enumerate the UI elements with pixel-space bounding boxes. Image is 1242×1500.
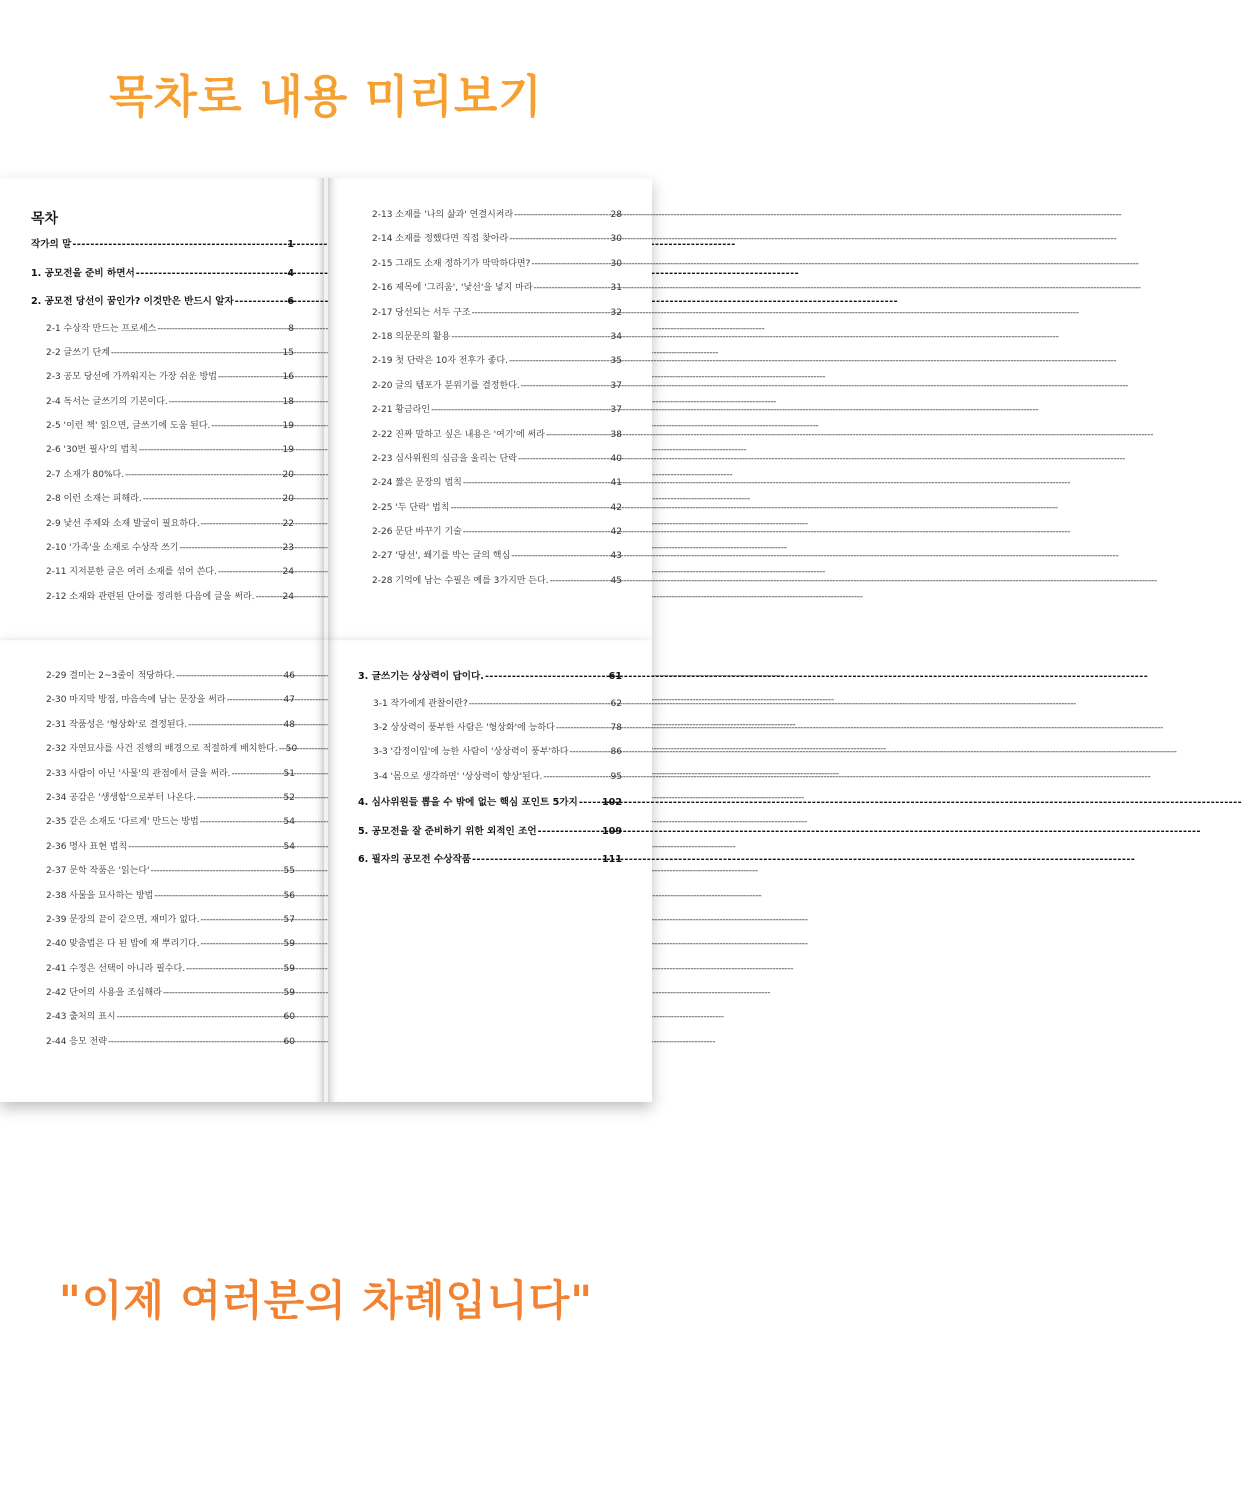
toc-leader-dashes	[163, 981, 283, 1005]
toc-page-number: 18	[282, 396, 294, 407]
toc-entry-title: 2-25 '두 단락' 법칙	[372, 502, 450, 513]
toc-section-entry	[358, 765, 622, 789]
toc-entry-title: 2-5 '이런 책' 읽으면, 글쓰기에 도움 된다.	[46, 421, 211, 432]
toc-entry-title: 2-14 소재를 정했다면 직접 찾아라	[372, 234, 509, 245]
toc-entry-title: 2-3 공모 당선에 가까워지는 가장 쉬운 방법	[46, 372, 217, 383]
toc-entry-title: 2-27 '당선', 쐐기를 박는 글의 핵심	[372, 551, 511, 562]
toc-entry-title: 2-41 수정은 선택이 아니라 필수다.	[46, 963, 186, 974]
toc-section-entry	[46, 957, 295, 981]
toc-page-number: 32	[610, 307, 622, 318]
toc-entry-title: 2. 공모전 당선이 꿈인가? 이것만은 반드시 알자	[31, 296, 234, 307]
toc-page-number: 42	[610, 502, 622, 513]
toc-leader-dashes	[169, 390, 282, 414]
toc-page-number: 111	[601, 854, 622, 866]
toc-entry-title: 3-1 작가에게 관찰이란?	[373, 698, 468, 709]
toc-page-4	[328, 640, 652, 1102]
toc-leader-dashes	[186, 957, 282, 981]
toc-leader-dashes	[451, 325, 609, 349]
toc-section-entry	[372, 203, 622, 227]
toc-page-number: 6	[287, 296, 294, 307]
toc-list-page-4	[358, 663, 622, 875]
toc-entry-title: 2-33 사람이 아닌 '사물'의 관점에서 글을 써라.	[46, 768, 231, 779]
toc-page-number: 59	[283, 963, 295, 974]
toc-leader-dashes	[176, 664, 282, 688]
toc-leader-dashes	[569, 740, 609, 764]
toc-section-entry	[372, 325, 622, 349]
toc-entry-title: 2-26 문단 바꾸기 기술	[372, 527, 462, 538]
toc-entry-title: 2-4 독서는 글쓰기의 기본이다.	[46, 396, 168, 407]
toc-leader-dashes	[157, 317, 287, 341]
toc-entry-title: 2-21 황금라인	[372, 405, 431, 416]
toc-leader-dashes	[188, 713, 282, 737]
toc-page-number: 56	[283, 890, 295, 901]
toc-section-entry	[31, 512, 294, 536]
toc-page-number: 86	[610, 747, 622, 758]
toc-section-entry	[372, 496, 622, 520]
toc-leader-dashes	[128, 835, 282, 859]
toc-section-entry	[31, 463, 294, 487]
toc-chapter-entry	[358, 663, 622, 692]
toc-entry-title: 2-36 명사 표현 법칙	[46, 841, 128, 852]
toc-leader-dashes	[218, 365, 282, 389]
toc-leader-dashes	[72, 231, 286, 260]
toc-entry-title: 2-22 진짜 말하고 싶은 내용은 '여기'에 써라	[372, 429, 545, 440]
toc-leader-dashes	[509, 227, 609, 251]
toc-page-number: 41	[610, 478, 622, 489]
toc-section-entry	[31, 317, 294, 341]
toc-section-entry	[46, 932, 295, 956]
toc-section-entry	[31, 414, 294, 438]
toc-section-entry	[31, 365, 294, 389]
toc-section-entry	[372, 544, 622, 568]
toc-section-entry	[46, 664, 295, 688]
toc-entry-title: 2-19 첫 단락은 10자 전후가 좋다.	[372, 356, 508, 367]
toc-page-number: 78	[610, 722, 622, 733]
toc-section-entry	[46, 688, 295, 712]
toc-section-entry	[372, 276, 622, 300]
toc-section-entry	[46, 908, 295, 932]
toc-page-number: 30	[610, 258, 622, 269]
toc-page-number: 42	[610, 527, 622, 538]
toc-leader-dashes	[235, 288, 287, 317]
toc-spread-2	[0, 640, 652, 1102]
toc-entry-title: 2-18 의문문의 활용	[372, 331, 451, 342]
toc-leader-dashes	[200, 932, 282, 956]
toc-section-entry	[46, 835, 295, 859]
toc-leader-dashes	[154, 884, 282, 908]
toc-section-entry	[46, 762, 295, 786]
toc-page-number: 19	[282, 445, 294, 456]
toc-page-3	[0, 640, 324, 1102]
toc-leader-dashes	[550, 569, 610, 593]
toc-list-page-1	[31, 231, 294, 609]
toc-leader-dashes	[139, 438, 282, 462]
toc-section-entry	[372, 423, 622, 447]
toc-leader-dashes	[279, 737, 285, 761]
toc-section-entry	[31, 560, 294, 584]
toc-section-entry	[31, 438, 294, 462]
toc-leader-dashes	[485, 663, 608, 692]
toc-page-number: 35	[610, 356, 622, 367]
toc-page-number: 8	[288, 323, 294, 334]
toc-page-number: 47	[283, 695, 295, 706]
toc-entry-title: 2-23 심사위원의 심금을 울리는 단락	[372, 453, 517, 464]
toc-section-entry	[46, 981, 295, 1005]
toc-section-entry	[372, 252, 622, 276]
toc-entry-title: 2-44 응모 전략	[46, 1036, 107, 1047]
toc-entry-title: 1. 공모전을 준비 하면서	[31, 267, 135, 279]
toc-list-page-2	[372, 203, 622, 593]
toc-leader-dashes	[472, 301, 610, 325]
toc-leader-dashes	[431, 398, 609, 422]
toc-page-number: 54	[283, 841, 295, 852]
toc-page-number: 57	[283, 914, 295, 925]
toc-entry-title: 2-9 낯선 주제와 소재 발굴이 필요하다.	[46, 518, 200, 529]
toc-entry-title: 5. 공모전을 잘 준비하기 위한 외적인 조언	[358, 825, 537, 837]
toc-entry-title: 3-2 상상력이 풍부한 사람은 '형상화'에 능하다	[373, 722, 555, 733]
toc-section-entry	[372, 349, 622, 373]
toc-leader-dashes	[200, 908, 282, 932]
toc-entry-title: 2-24 짧은 문장의 법칙	[372, 478, 462, 489]
toc-leader-dashes	[509, 349, 610, 373]
toc-page-number: 50	[285, 744, 298, 755]
toc-leader-dashes	[579, 789, 601, 818]
toc-entry-title: 2-28 기억에 남는 수필은 예를 3가지만 든다.	[372, 575, 549, 586]
toc-page-1	[0, 178, 324, 640]
toc-entry-title: 2-15 그래도 소재 정하기가 막막하다면?	[372, 258, 531, 269]
toc-leader-dashes	[463, 471, 610, 495]
toc-section-entry	[372, 227, 622, 251]
preview-title: 목차로 내용 미리보기	[109, 70, 543, 123]
toc-leader-dashes	[463, 520, 610, 544]
toc-entry-title: 2-16 제목에 '그리움', '낯선'을 넣지 마라	[372, 283, 533, 294]
toc-heading: 목차	[31, 211, 59, 227]
toc-page-number: 55	[283, 866, 295, 877]
toc-leader-dashes	[256, 585, 282, 609]
toc-leader-dashes	[232, 762, 283, 786]
toc-section-entry	[372, 520, 622, 544]
toc-page-number: 102	[601, 797, 622, 809]
toc-page-number: 37	[610, 405, 622, 416]
toc-leader-dashes	[136, 260, 287, 289]
toc-leader-dashes	[111, 341, 282, 365]
toc-page-number: 40	[610, 453, 622, 464]
toc-leader-dashes	[531, 252, 609, 276]
toc-leader-dashes	[201, 512, 282, 536]
toc-entry-title: 2-1 수상작 만드는 프로세스	[46, 323, 157, 334]
toc-entry-title: 2-12 소재와 관련된 단어를 정리한 다음에 글을 써라.	[46, 591, 255, 602]
toc-leader-dashes	[514, 203, 609, 227]
toc-section-entry	[372, 471, 622, 495]
toc-entry-title: 2-37 문학 작품은 '읽는다'	[46, 866, 150, 877]
closing-message: "이제 여러분의 차례입니다"	[58, 1276, 594, 1325]
toc-entry-title: 2-11 지저분한 글은 여러 소재를 섞어 쓴다.	[46, 567, 217, 578]
toc-entry-title: 2-35 같은 소재도 '다르게' 만드는 방법	[46, 817, 199, 828]
toc-chapter-entry	[358, 846, 622, 875]
toc-list-page-3	[46, 664, 298, 1054]
toc-section-entry	[46, 713, 295, 737]
toc-leader-dashes	[108, 1030, 283, 1054]
toc-leader-dashes	[197, 786, 283, 810]
toc-leader-dashes	[521, 374, 610, 398]
toc-entry-title: 작가의 말	[31, 239, 72, 250]
toc-page-number: 46	[283, 671, 295, 681]
toc-leader-dashes	[125, 463, 281, 487]
toc-leader-dashes	[546, 423, 610, 447]
toc-entry-title: 2-8 이런 소재는 피해라.	[46, 494, 142, 505]
toc-section-entry	[372, 374, 622, 398]
toc-page-number: 24	[282, 591, 294, 602]
toc-page-number: 22	[282, 518, 294, 529]
toc-page-number: 109	[601, 825, 622, 837]
toc-section-entry	[31, 341, 294, 365]
toc-section-entry	[46, 884, 295, 908]
toc-page-number: 4	[287, 267, 294, 279]
toc-section-entry	[46, 737, 298, 761]
toc-section-entry	[46, 810, 295, 834]
toc-section-entry	[31, 487, 294, 511]
toc-entry-title: 4. 심사위원들 뽑을 수 밖에 없는 핵심 포인트 5가지	[358, 797, 578, 809]
toc-entry-title: 2-38 사물을 묘사하는 방법	[46, 890, 154, 901]
toc-page-number: 60	[283, 1012, 295, 1023]
toc-leader-dashes	[511, 544, 609, 568]
toc-page-number: 23	[282, 543, 294, 554]
toc-entry-title: 2-43 출처의 표시	[46, 1012, 116, 1023]
toc-page-number: 19	[282, 421, 294, 432]
toc-entry-title: 3-3 '감정이입'에 능한 사람이 '상상력이 풍부'하다	[373, 747, 569, 758]
toc-page-number: 1	[287, 239, 294, 250]
toc-section-entry	[31, 390, 294, 414]
toc-page-number: 60	[283, 1036, 295, 1047]
toc-spread-1	[0, 178, 652, 640]
toc-leader-dashes	[151, 859, 283, 883]
toc-page-2	[328, 178, 652, 640]
toc-section-entry	[46, 1005, 295, 1029]
toc-chapter-entry	[358, 789, 622, 818]
toc-leader-dashes	[469, 692, 610, 716]
toc-entry-title: 2-34 공감은 '생생함'으로부터 나온다.	[46, 792, 196, 803]
toc-chapter-entry	[31, 231, 294, 260]
toc-page-number: 59	[283, 939, 295, 950]
toc-page-number: 28	[610, 210, 622, 220]
toc-entry-title: 6. 필자의 공모전 수상작품	[358, 854, 472, 866]
toc-chapter-entry	[31, 288, 294, 317]
toc-entry-title: 2-32 자연묘사를 사건 진행의 배경으로 적절하게 배치한다.	[46, 744, 278, 755]
toc-page-number: 45	[610, 575, 622, 586]
toc-entry-title: 2-29 결미는 2~3줄이 적당하다.	[46, 671, 176, 681]
toc-entry-title: 2-17 당선되는 서두 구조	[372, 307, 471, 318]
toc-entry-title: 2-31 작품성은 '형상화'로 결정된다.	[46, 719, 188, 730]
toc-leader-dashes	[200, 810, 283, 834]
toc-page-number: 48	[283, 719, 295, 730]
toc-page-number: 34	[610, 331, 622, 342]
toc-page-number: 38	[610, 429, 622, 440]
toc-section-entry	[358, 740, 622, 764]
toc-page-number: 52	[283, 792, 295, 803]
toc-page-number: 61	[608, 671, 622, 682]
toc-page-number: 59	[283, 988, 295, 999]
toc-section-entry	[31, 536, 294, 560]
toc-leader-dashes	[556, 716, 610, 740]
toc-entry-title: 2-42 단어의 사용을 조심해라	[46, 988, 162, 999]
toc-section-entry	[358, 716, 622, 740]
toc-entry-title: 2-20 글의 템포가 분위기를 결정한다.	[372, 380, 520, 391]
toc-leader-dashes	[450, 496, 609, 520]
toc-page-number: 20	[282, 469, 294, 480]
toc-entry-title: 2-2 글쓰기 단계	[46, 347, 110, 358]
toc-entry-title: 3-4 '몸으로 생각하면' '상상력이 향상'된다.	[373, 771, 543, 782]
toc-entry-title: 3. 글쓰기는 상상력이 답이다.	[358, 671, 484, 682]
toc-section-entry	[372, 447, 622, 471]
toc-page-number: 16	[282, 372, 294, 383]
toc-chapter-entry	[31, 260, 294, 289]
toc-page-number: 30	[610, 234, 622, 245]
toc-leader-dashes	[472, 846, 601, 875]
toc-entry-title: 2-10 '가족'을 소재로 수상작 쓰기	[46, 543, 179, 554]
toc-page-number: 51	[283, 768, 295, 779]
toc-leader-dashes	[211, 414, 281, 438]
toc-section-entry	[372, 301, 622, 325]
toc-section-entry	[372, 569, 622, 593]
toc-section-entry	[358, 692, 622, 716]
toc-leader-dashes	[143, 487, 282, 511]
toc-leader-dashes	[227, 688, 283, 712]
toc-leader-dashes	[543, 765, 609, 789]
toc-page-number: 62	[610, 698, 622, 709]
toc-entry-title: 2-6 '30번 필사'의 법칙	[46, 445, 138, 456]
toc-leader-dashes	[117, 1005, 283, 1029]
toc-entry-title: 2-7 소재가 80%다.	[46, 469, 125, 480]
toc-section-entry	[46, 1030, 295, 1054]
toc-section-entry	[46, 859, 295, 883]
toc-page-number: 43	[610, 551, 622, 562]
toc-page-number: 24	[282, 567, 294, 578]
toc-chapter-entry	[358, 818, 622, 847]
toc-page-number: 31	[610, 283, 622, 294]
toc-entry-title: 2-30 마지막 방점, 마음속에 남는 문장을 써라	[46, 695, 226, 706]
toc-entry-title: 2-39 문장의 끝이 같으면, 재미가 없다.	[46, 914, 200, 925]
toc-section-entry	[31, 585, 294, 609]
toc-leader-dashes	[218, 560, 282, 584]
toc-leader-dashes	[518, 447, 610, 471]
toc-page-number: 15	[282, 347, 294, 358]
toc-section-entry	[46, 786, 295, 810]
toc-page-number: 37	[610, 380, 622, 391]
toc-page-number: 95	[610, 771, 622, 782]
toc-page-number: 20	[282, 494, 294, 505]
toc-leader-dashes	[538, 818, 601, 847]
toc-leader-dashes	[534, 276, 610, 300]
toc-page-number: 54	[283, 817, 295, 828]
toc-entry-title: 2-40 맞춤법은 다 된 밥에 재 뿌리기다.	[46, 939, 200, 950]
toc-leader-dashes	[179, 536, 281, 560]
toc-entry-title: 2-13 소재를 '나의 삶과' 연결시켜라	[372, 210, 514, 220]
toc-section-entry	[372, 398, 622, 422]
